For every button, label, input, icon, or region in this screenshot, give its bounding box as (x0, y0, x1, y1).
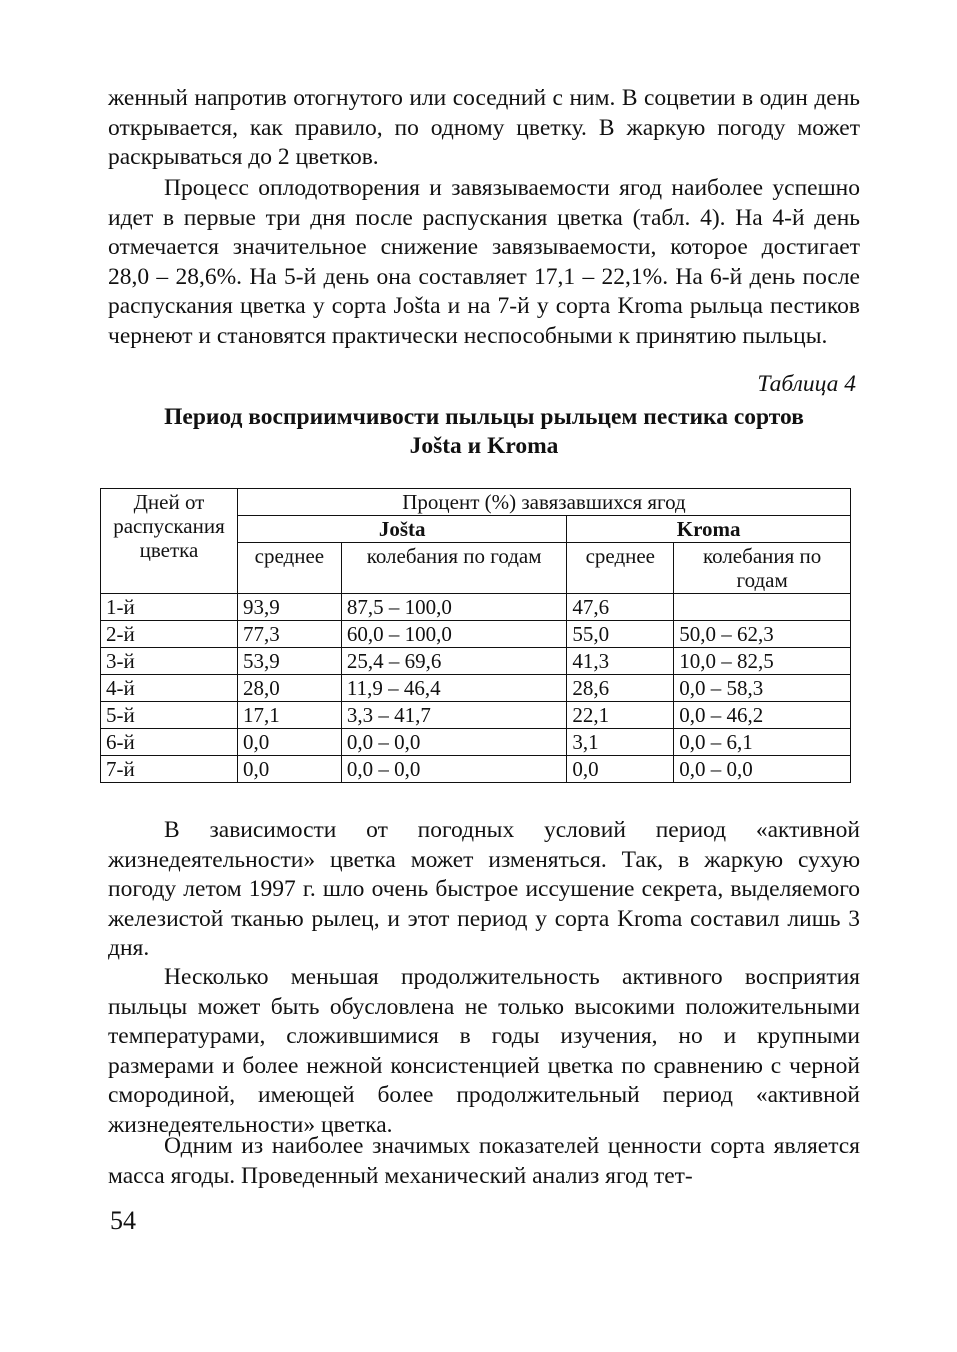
kroma-range-cell (674, 594, 851, 621)
header-percent-group: Процент (%) завязавшихся ягод (237, 489, 850, 516)
table-row (101, 729, 851, 756)
table-title (108, 403, 860, 461)
table-caption: Таблица 4 (757, 371, 856, 397)
josta-mean-cell: 28,0 (237, 675, 341, 702)
kroma-range-cell: 0,0 – 58,3 (674, 675, 851, 702)
kroma-mean-cell: 0,0 (567, 756, 674, 783)
josta-mean-cell: 17,1 (237, 702, 341, 729)
josta-mean-cell: 0,0 (237, 756, 341, 783)
table-row (101, 621, 851, 648)
josta-mean-cell: 53,9 (237, 648, 341, 675)
day-cell: 4-й (101, 675, 238, 702)
josta-mean-cell: 0,0 (237, 729, 341, 756)
table-row (101, 756, 851, 783)
day-cell: 1-й (101, 594, 238, 621)
header-josta-mean: среднее (237, 543, 341, 594)
header-kroma-mean: среднее (567, 543, 674, 594)
josta-range-cell: 3,3 – 41,7 (341, 702, 567, 729)
pollen-receptivity-table (100, 488, 851, 783)
day-cell: 3-й (101, 648, 238, 675)
header-days: Дней от распускания цветка (101, 489, 238, 594)
header-josta-range: колебания по годам (341, 543, 567, 594)
day-cell: 2-й (101, 621, 238, 648)
kroma-mean-cell: 3,1 (567, 729, 674, 756)
kroma-mean-cell: 22,1 (567, 702, 674, 729)
kroma-range-cell: 10,0 – 82,5 (674, 648, 851, 675)
kroma-mean-cell: 41,3 (567, 648, 674, 675)
josta-range-cell: 87,5 – 100,0 (341, 594, 567, 621)
paragraph-weather: В зависимости от погодных условий период «активной жизнедеятельности» цветка может изменяться. Так, в жаркую сухую погоду летом 1997 г. шло очень быстрое иссушение секрета, выделяемого железистой тканью рылец, и этот период у сорта Kroma составил лишь 3 дня. (108, 817, 860, 961)
table-title-line-2: Jošta и Kroma (409, 433, 559, 459)
josta-mean-cell: 93,9 (237, 594, 341, 621)
josta-range-cell: 60,0 – 100,0 (341, 621, 567, 648)
table-row (101, 594, 851, 621)
day-cell: 7-й (101, 756, 238, 783)
header-kroma: Kroma (567, 516, 851, 543)
josta-range-cell: 11,9 – 46,4 (341, 675, 567, 702)
kroma-mean-cell: 55,0 (567, 621, 674, 648)
header-kroma-range: колебания по годам (674, 543, 851, 594)
kroma-range-cell: 50,0 – 62,3 (674, 621, 851, 648)
kroma-mean-cell: 28,6 (567, 675, 674, 702)
paragraph-fertilization: Процесс оплодотворения и завязываемости ягод наиболее успешно идет в первые три дня после распускания цветка (табл. 4). На 4-й день отмечается значительное снижение завязываемости, которое достигает 28,0 – 28,6%. На 5-й день она составляет 17,1 – 22,1%. На 6-й день после распускания цветка у сорта Jošta и на 7-й у сорта Kroma рыльца пестиков чернеют и становятся практически неспособными к принятию пыльцы. (108, 175, 860, 349)
table-row (101, 702, 851, 729)
paragraph-berry-mass: Одним из наиболее значимых показателей ценности сорта является масса ягоды. Проведенный механический анализ ягод тет- (108, 1133, 860, 1189)
kroma-mean-cell: 47,6 (567, 594, 674, 621)
paragraph-duration: Несколько меньшая продолжительность активного восприятия пыльцы может быть обусловлена не только высокими положительными температурами, сложившимися в годы изучения, но и крупными размерами и более нежной консистенцией цветка по сравнению с черной смородиной, имеющей более продолжительный период «активной жизнедеятельности» цветка. (108, 964, 860, 1138)
josta-range-cell: 25,4 – 69,6 (341, 648, 567, 675)
josta-range-cell: 0,0 – 0,0 (341, 756, 567, 783)
kroma-range-cell: 0,0 – 6,1 (674, 729, 851, 756)
header-josta: Jošta (237, 516, 566, 543)
day-cell: 5-й (101, 702, 238, 729)
table-row (101, 648, 851, 675)
josta-mean-cell: 77,3 (237, 621, 341, 648)
table-row (101, 675, 851, 702)
paragraph-continuation: женный напротив отогнутого или соседний с ним. В соцветии в один день открывается, как правило, по одному цветку. В жаркую погоду может раскрываться до 2 цветков. (108, 85, 860, 170)
day-cell: 6-й (101, 729, 238, 756)
table-title-line-1: Период восприимчивости пыльцы рыльцем пестика сортов (164, 404, 804, 430)
page-number: 54 (110, 1206, 136, 1235)
kroma-range-cell: 0,0 – 0,0 (674, 756, 851, 783)
josta-range-cell: 0,0 – 0,0 (341, 729, 567, 756)
kroma-range-cell: 0,0 – 46,2 (674, 702, 851, 729)
